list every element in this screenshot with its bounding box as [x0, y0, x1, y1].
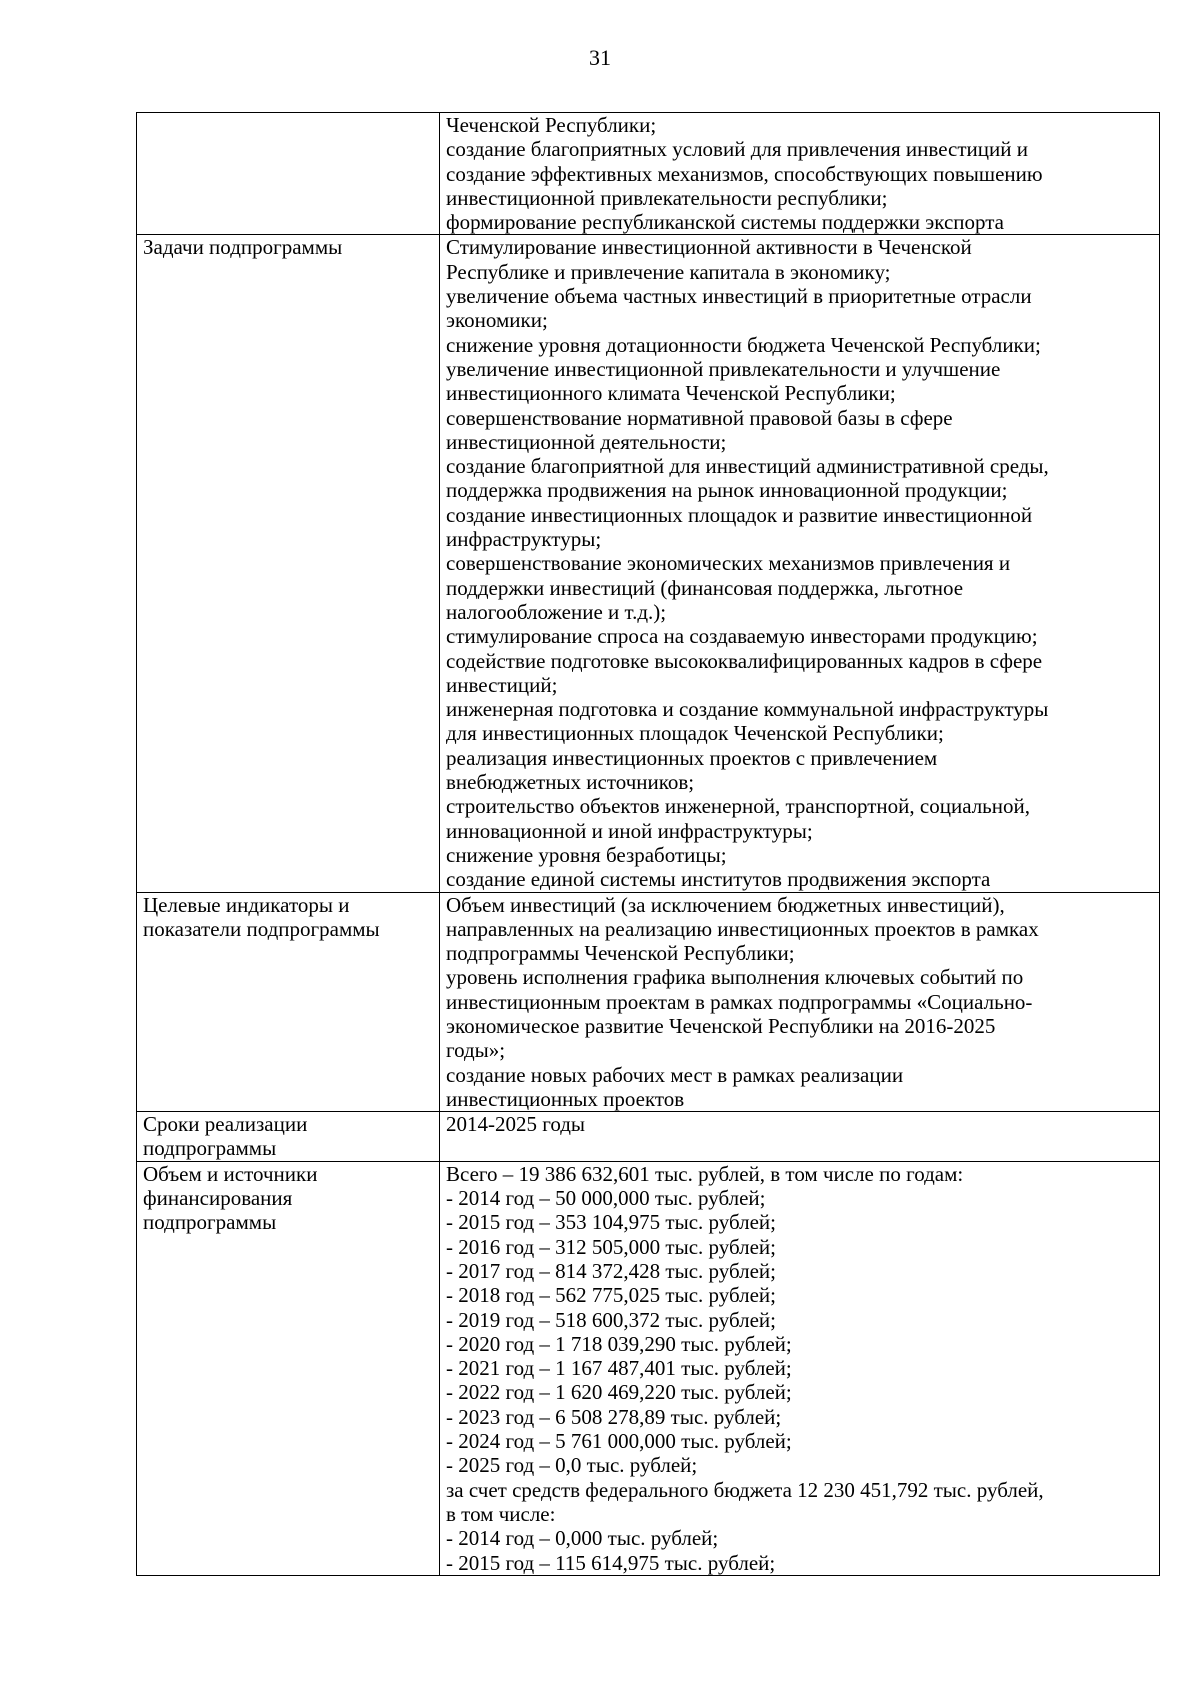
row-label-line: Целевые индикаторы и — [143, 892, 350, 917]
row-label-cell — [137, 1161, 440, 1575]
row-content-line: инвестиционным проектам в рамках подпрограммы «Социально- — [446, 989, 1033, 1014]
row-content-line: реализация инвестиционных проектов с привлечением — [446, 745, 938, 770]
table-row — [137, 1161, 1160, 1575]
row-content-line: годы»; — [446, 1038, 506, 1063]
row-content-line: - 2019 год – 518 600,372 тыс. рублей; — [446, 1307, 777, 1332]
row-content-line: поддержки инвестиций (финансовая поддержка, льготное — [446, 575, 964, 600]
row-label-cell — [137, 892, 440, 1112]
row-content-line: - 2015 год – 353 104,975 тыс. рублей; — [446, 1210, 777, 1235]
row-content-line: содействие подготовке высококвалифицированных кадров в сфере — [446, 648, 1043, 673]
row-content-line: создание благоприятной для инвестиций административной среды, — [446, 454, 1049, 479]
row-content-line: экономическое развитие Чеченской Республики на 2016-2025 — [446, 1013, 996, 1038]
row-label-cell — [137, 113, 440, 235]
table-row — [137, 113, 1160, 235]
table-body — [137, 113, 1160, 1576]
row-content-line: инженерная подготовка и создание коммунальной инфраструктуры — [446, 697, 1049, 722]
row-content-cell — [440, 1112, 1160, 1162]
row-label-line: финансирования — [143, 1186, 293, 1211]
row-content-line: создание единой системы институтов продвижения экспорта — [446, 867, 991, 892]
row-content-line: налогообложение и т.д.); — [446, 599, 667, 624]
row-content-line: Стимулирование инвестиционной активности в Чеченской — [446, 235, 972, 260]
row-content-line: увеличение объема частных инвестиций в приоритетные отрасли — [446, 284, 1032, 309]
row-label-line: показатели подпрограммы — [143, 916, 380, 941]
row-content-cell — [440, 113, 1160, 235]
row-content-line: - 2014 год – 0,000 тыс. рублей; — [446, 1526, 719, 1551]
row-content-line: 2014-2025 годы — [446, 1112, 586, 1137]
row-content-line: инвестиций; — [446, 672, 558, 697]
table-row — [137, 235, 1160, 892]
row-content-line: - 2018 год – 562 775,025 тыс. рублей; — [446, 1283, 777, 1308]
row-content-line: подпрограммы Чеченской Республики; — [446, 941, 795, 966]
row-content-line: инфраструктуры; — [446, 527, 602, 552]
row-content-cell — [440, 235, 1160, 892]
row-content-line: уровень исполнения графика выполнения ключевых событий по — [446, 965, 1024, 990]
row-content-line: - 2014 год – 50 000,000 тыс. рублей; — [446, 1186, 766, 1211]
row-content-line: формирование республиканской системы поддержки экспорта — [446, 210, 1004, 235]
row-content-line: создание благоприятных условий для привлечения инвестиций и — [446, 137, 1028, 162]
row-content-line: - 2016 год – 312 505,000 тыс. рублей; — [446, 1234, 777, 1259]
row-content-line: увеличение инвестиционной привлекательности и улучшение — [446, 356, 1001, 381]
row-content-line: строительство объектов инженерной, транспортной, социальной, — [446, 794, 1030, 819]
row-content-line: создание эффективных механизмов, способствующих повышению — [446, 161, 1043, 186]
row-content-cell — [440, 892, 1160, 1112]
row-content-cell — [440, 1161, 1160, 1575]
passport-table — [136, 112, 1160, 1576]
row-content-line: - 2017 год – 814 372,428 тыс. рублей; — [446, 1258, 777, 1283]
row-content-line: за счет средств федерального бюджета 12 230 451,792 тыс. рублей, — [446, 1477, 1044, 1502]
row-content-line: Объем инвестиций (за исключением бюджетных инвестиций), — [446, 892, 1005, 917]
row-content-line: инновационной и иной инфраструктуры; — [446, 818, 813, 843]
row-label-line: Объем и источники — [143, 1161, 318, 1186]
row-label-line: подпрограммы — [143, 1210, 277, 1235]
page-number: 31 — [589, 45, 611, 70]
row-content-line: создание новых рабочих мест в рамках реализации — [446, 1062, 904, 1087]
row-content-line: Всего – 19 386 632,601 тыс. рублей, в том числе по годам: — [446, 1161, 964, 1186]
row-content-line: снижение уровня дотационности бюджета Чеченской Республики; — [446, 332, 1041, 357]
row-content-line: - 2022 год – 1 620 469,220 тыс. рублей; — [446, 1380, 792, 1405]
row-content-line: совершенствование нормативной правовой базы в сфере — [446, 405, 953, 430]
row-label-cell — [137, 1112, 440, 1162]
row-content-line: - 2021 год – 1 167 487,401 тыс. рублей; — [446, 1356, 792, 1381]
row-label-line: Сроки реализации — [143, 1112, 308, 1137]
row-content-line: инвестиционной привлекательности республики; — [446, 185, 888, 210]
row-content-line: направленных на реализацию инвестиционных проектов в рамках — [446, 916, 1039, 941]
row-content-line: инвестиционной деятельности; — [446, 429, 727, 454]
row-label-line: Задачи подпрограммы — [143, 235, 343, 260]
row-content-line: - 2020 год – 1 718 039,290 тыс. рублей; — [446, 1331, 792, 1356]
row-content-line: - 2015 год – 115 614,975 тыс. рублей; — [446, 1550, 776, 1575]
row-content-line: поддержка продвижения на рынок инновационной продукции; — [446, 478, 1008, 503]
row-content-line: внебюджетных источников; — [446, 770, 695, 795]
row-content-line: инвестиционного климата Чеченской Республики; — [446, 381, 896, 406]
row-label-cell — [137, 235, 440, 892]
row-content-line: для инвестиционных площадок Чеченской Республики; — [446, 721, 944, 746]
table-row — [137, 892, 1160, 1112]
row-content-line: - 2023 год – 6 508 278,89 тыс. рублей; — [446, 1404, 782, 1429]
row-content-line: инвестиционных проектов — [446, 1086, 685, 1111]
table-row — [137, 1112, 1160, 1162]
row-content-line: - 2024 год – 5 761 000,000 тыс. рублей; — [446, 1429, 792, 1454]
row-content-line: снижение уровня безработицы; — [446, 842, 727, 867]
row-content-line: совершенствование экономических механизмов привлечения и — [446, 551, 1011, 576]
row-content-line: - 2025 год – 0,0 тыс. рублей; — [446, 1453, 698, 1478]
row-content-line: Чеченской Республики; — [446, 113, 657, 137]
row-content-line: экономики; — [446, 308, 548, 333]
row-content-line: в том числе: — [446, 1501, 556, 1526]
row-content-line: создание инвестиционных площадок и развитие инвестиционной — [446, 502, 1033, 527]
row-label-line: подпрограммы — [143, 1136, 277, 1161]
row-content-line: стимулирование спроса на создаваемую инвесторами продукцию; — [446, 624, 1038, 649]
row-content-line: Республике и привлечение капитала в экономику; — [446, 259, 891, 284]
